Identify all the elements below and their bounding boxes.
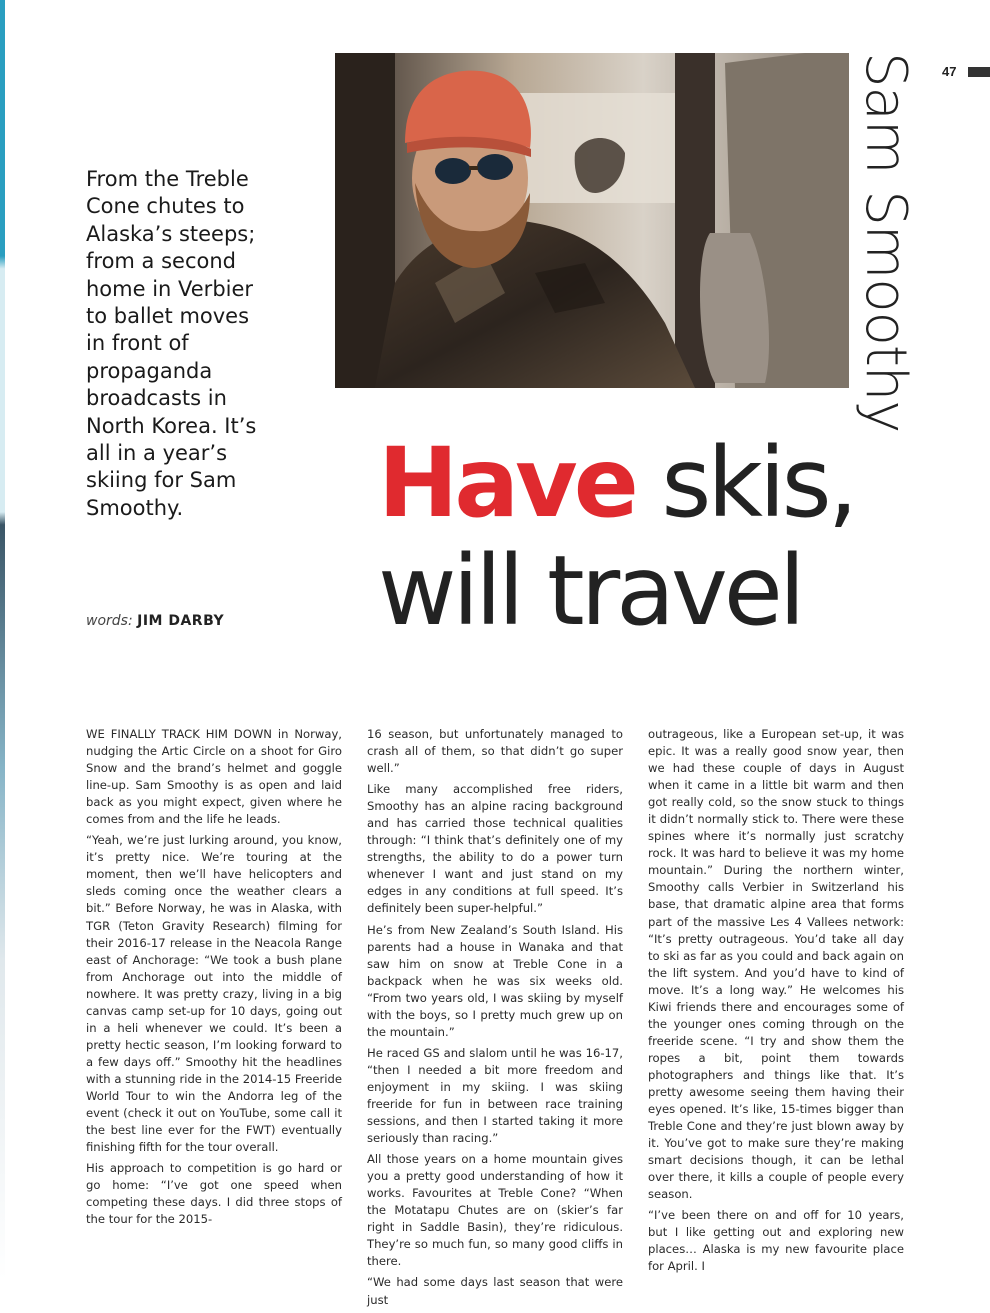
paragraph: “I’ve been there on and off for 10 years, but I like getting out and exploring new places… Alaska is my new favourite place for April. I (648, 1208, 904, 1274)
headline-line-2: will travel (378, 535, 802, 647)
page-number: 47 (942, 64, 957, 79)
headline-red-word: Have (378, 427, 635, 539)
headline-line-1-rest: skis, (634, 427, 855, 539)
photo-icon (335, 53, 849, 388)
paragraph: “We had some days last season that were just (367, 1275, 623, 1307)
body-column-3 (648, 726, 904, 1280)
body-column-1 (86, 726, 342, 1232)
paragraph: He raced GS and slalom until he was 16-17, “then I needed a bit more freedom and enjoyment in my skiing. I was skiing freeride for fun in between race training sessions, and then I started taking it more seriously than racing.” (367, 1045, 623, 1146)
paragraph: outrageous, like a European set-up, it was epic. It was a really good snow year, then we had these couple of days in August when it came in a little bit warm and then got really cold, so the snow stuck to things it didn’t normally stick to. There were these spines where it’s normally just scratchy rock. It was hard to believe it was my home mountain.” During the northern winter, Smoothy calls Verbier in Switzerland his base, that dramatic alpine area that forms part of the massive Les 4 Vallees network: “It’s pretty outrageous. You’d take all day to ski as far as you could and back again on the lift system. And you’d have to kind of move. It’s a long way.” He welcomes his Kiwi friends there and encourages some of the younger ones coming through on the freeride scene. “I try and show them the ropes a bit, point them towards photographers and things like that. It’s pretty awesome seeing them having their eyes opened. It’s like, 15-times bigger than Treble Cone and they’re just blown away by it. You’ve got to make sure they’re making smart decisions though, it can be lethal over there, it kills a couple of people every season. (648, 727, 904, 1202)
headline-line-1 (378, 427, 938, 539)
byline-author: JIM DARBY (137, 613, 225, 629)
vertical-subject-name (850, 52, 920, 433)
paragraph: He’s from New Zealand’s South Island. His parents had a house in Wanaka and that saw him on snow at Treble Cone in a backpack when he was six weeks old. “From two years old, I was skiing by myself with the boys, so I pretty much grew up on the mountain.” (367, 922, 623, 1039)
standfirst: From the Treble Cone chutes to Alaska’s steeps; from a second home in Verbier to ballet moves in front of propaganda broadcasts in North Korea. It’s all in a year’s skiing for Sam Smoothy. (86, 167, 257, 520)
page-tab-marker (968, 67, 990, 77)
paragraph: “Yeah, we’re just lurking around, you know, it’s pretty nice. We’re touring at the moment, then we’ll have helicopters and sleds coming once the weather clears a bit.” Before Norway, he was in Alaska, with TGR (Teton Gravity Research) filming for their 2016-17 release in the Neacola Range east of Anchorage: “We took a bush plane from Anchorage out into the middle of nowhere. It was pretty crazy, living in a big canvas camp set-up for 10 days, going out in a heli whenever we could. It’s been a pretty hectic season, I’m looking forward to a few days off.” Smoothy hit the headlines with a stunning ride in the 2014-15 Freeride World Tour to win the Andorra leg of the event (check it out on YouTube, some call it the best line ever for the FWT) eventually finishing fifth for the tour overall. (86, 833, 342, 1155)
page-edge-strip (0, 0, 5, 1280)
body-column-2 (367, 726, 623, 1313)
paragraph: His approach to competition is go hard or go home: “I’ve got one speed when competing these days. I did three stops of the tour for the 2015- (86, 1161, 342, 1227)
paragraph: WE FINALLY TRACK HIM DOWN in Norway, nudging the Artic Circle on a shoot for Giro Snow and the brand’s helmet and goggle line-up. Sam Smoothy is as open and laid back as you might expect, given where he comes from and the life he leads. (86, 727, 342, 827)
vertical-name-text: Sam Smoothy (853, 52, 918, 433)
byline-label: words: (86, 613, 133, 629)
hero-photo (335, 53, 849, 388)
byline (86, 613, 224, 629)
paragraph: Like many accomplished free riders, Smoothy has an alpine racing background and has carried those technical qualities through: “I think that’s definitely one of my strengths, the ability to do a power turn whenever I want and just stand on my edges in any conditions at full speed. It’s definitely been super-helpful.” (367, 782, 623, 916)
headline (378, 427, 938, 647)
paragraph: All those years on a home mountain gives you a pretty good understanding of how it works. Favourites at Treble Cone? “When the Motatapu Chutes are on (skier’s far right in Saddle Basin), they’re ridiculous. They’re so much fun, so many good cliffs in there. (367, 1152, 623, 1269)
paragraph: 16 season, but unfortunately managed to crash all of them, so that didn’t go super well.” (367, 727, 623, 776)
